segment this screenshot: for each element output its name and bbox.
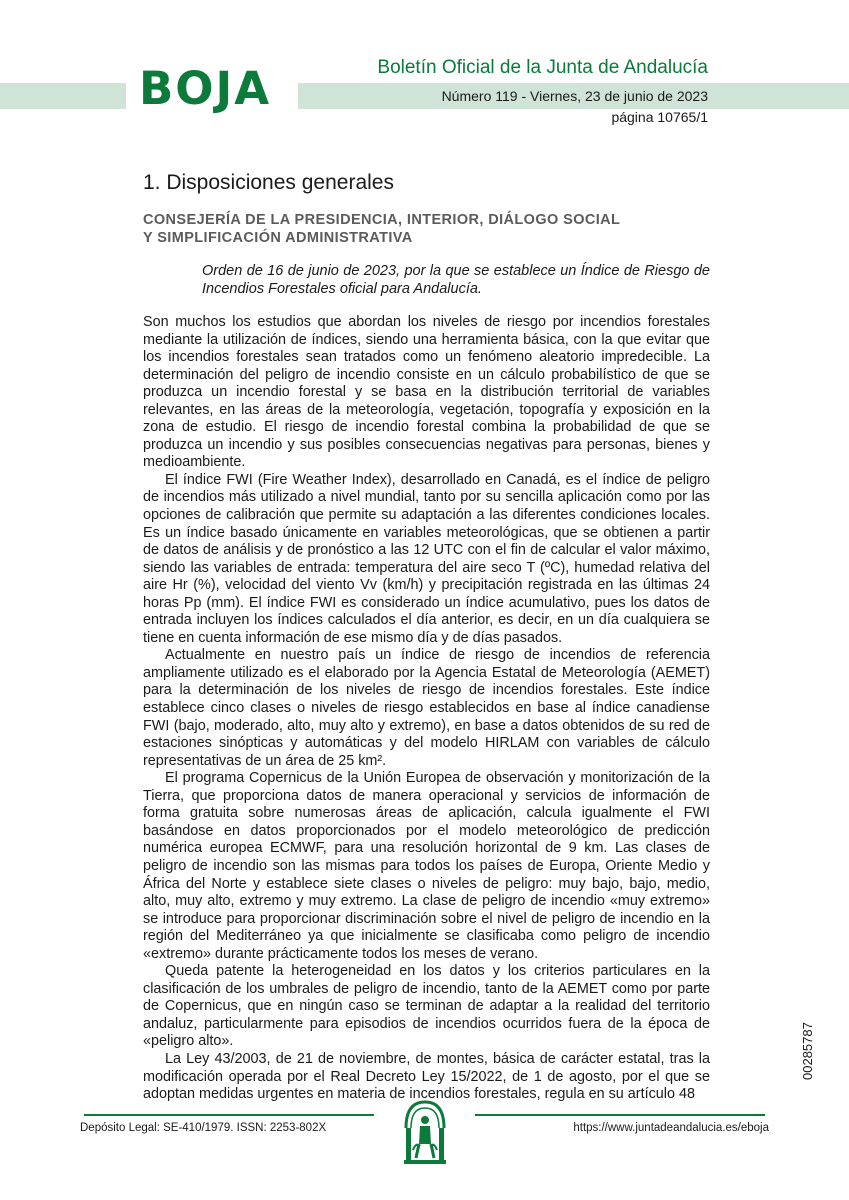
paragraph: La Ley 43/2003, de 21 de noviembre, de montes, básica de carácter estatal, tras la modificación operada por el Real Decreto Ley 15/2022, de 1 de agosto, por el que se adoptan medidas urgentes en materia de incendios forestales, regula en su artículo 48 bbox=[143, 1050, 710, 1103]
ministry-line-1: CONSEJERÍA DE LA PRESIDENCIA, INTERIOR, DIÁLOGO SOCIAL bbox=[143, 212, 621, 228]
footer-rule-right bbox=[475, 1114, 765, 1116]
boja-logo: BOJA bbox=[139, 62, 272, 115]
junta-andalucia-emblem-icon bbox=[400, 1098, 450, 1166]
legal-deposit: Depósito Legal: SE-410/1979. ISSN: 2253-802X bbox=[80, 1122, 327, 1134]
document-code: 00285787 bbox=[800, 1022, 815, 1080]
bulletin-title: Boletín Oficial de la Junta de Andalucía bbox=[377, 57, 708, 78]
section-title: 1. Disposiciones generales bbox=[143, 171, 394, 194]
ministry-heading bbox=[143, 211, 703, 247]
paragraph: Actualmente en nuestro país un índice de riesgo de incendios de referencia ampliamente utilizado es el elaborado por la Agencia Estatal de Meteorología (AEMET) para la determinación de los niveles de riesgo de incendios forestales. Este índice establece cinco clases o niveles de riesgo establecidos en base al índice canadiense FWI (bajo, moderado, alto, muy alto y extremo), en base a datos obtenidos de su red de estaciones sinópticas y automáticas y del modelo HIRLAM con variables de cálculo representativas de un área de 25 km². bbox=[143, 647, 710, 769]
page-number: página 10765/1 bbox=[611, 109, 708, 125]
footer-rule-left bbox=[84, 1114, 374, 1116]
document-body bbox=[143, 314, 710, 1104]
paragraph: Queda patente la heterogeneidad en los datos y los criterios particulares en la clasificación de los umbrales de peligro de incendio, tanto de la AEMET como por parte de Copernicus, que en ningún caso se terminan de adaptar a la realidad del territorio andaluz, particularmente para episodios de incendios ocurridos fuera de la época de «peligro alto». bbox=[143, 963, 710, 1050]
paragraph: El índice FWI (Fire Weather Index), desarrollado en Canadá, es el índice de peligro de incendios más utilizado a nivel mundial, tanto por su sencilla aplicación como por las opciones de calibración que permite su adaptación a las diferentes condiciones locales. Es un índice basado únicamente en variables meteorológicas, que se obtienen a partir de datos de análisis y de pronóstico a las 12 UTC con el fin de calcular el valor máximo, siendo las variables de entrada: temperatura del aire seco T (ºC), humedad relativa del aire Hr (%), velocidad del viento Vv (km/h) y precipitación registrada en las últimas 24 horas Pp (mm). El índice FWI es considerado un índice acumulativo, pues los datos de entrada incluyen los índices calculados el día anterior, es decir, en un día cualquiera se tiene en cuenta información de ese mismo día y de días pasados. bbox=[143, 471, 710, 646]
header-band-left bbox=[0, 83, 126, 109]
paragraph: El programa Copernicus de la Unión Europea de observación y monitorización de la Tierra, que proporciona datos de manera operacional y servicios de información de forma gratuita sobre numerosas áreas de aplicación, calcula igualmente el FWI basándose en datos proporcionados por el modelo meteorológico de predicción numérica europea ECMWF, para una resolución horizontal de 9 km. Las clases de peligro de incendio son las mismas para todos los países de Europa, Oriente Medio y África del Norte y establece siete clases o niveles de peligro: muy bajo, bajo, medio, alto, muy alto, extremo y muy extremo. La clase de peligro de incendio «muy extremo» se introduce para proporcionar discriminación sobre el nivel de peligro de incendio en la región del Mediterráneo ya que inicialmente se clasificaba como peligro de incendio «extremo» durante prácticamente todos los meses de verano. bbox=[143, 770, 710, 962]
paragraph: Son muchos los estudios que abordan los niveles de riesgo por incendios forestales mediante la utilización de índices, siendo una herramienta básica, con la que evitar que los incendios forestales sean tratados como un fenómeno aleatorio impredecible. La determinación del peligro de incendio consiste en un cálculo probabilístico de que se produzca un incendio forestal y se basa en la distribución territorial de variables relevantes, en las áreas de la meteorología, vegetación, topografía y exposición en la zona de estudio. El riesgo de incendio forestal combina la probabilidad de que se produzca un incendio y sus posibles consecuencias negativas para personas, bienes y medioambiente. bbox=[143, 314, 710, 471]
issue-number-date: Número 119 - Viernes, 23 de junio de 2023 bbox=[441, 88, 708, 104]
ministry-line-2: Y SIMPLIFICACIÓN ADMINISTRATIVA bbox=[143, 230, 413, 246]
order-title: Orden de 16 de junio de 2023, por la que se establece un Índice de Riesgo de Incendios Forestales oficial para Andalucía. bbox=[202, 263, 710, 297]
footer-url[interactable]: https://www.juntadeandalucia.es/eboja bbox=[573, 1122, 769, 1134]
